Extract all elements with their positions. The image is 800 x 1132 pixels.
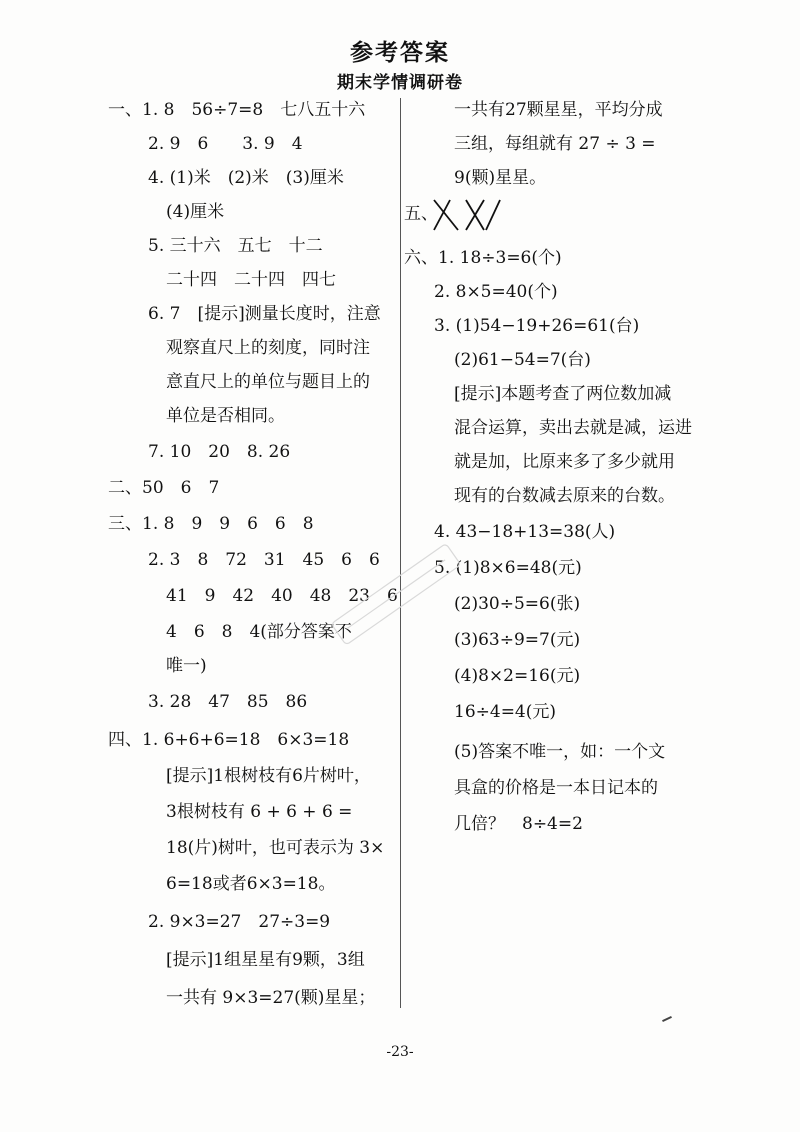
answer-line: 二十四 二十四 四七: [166, 270, 336, 290]
matching-line: [486, 200, 500, 230]
answer-line: (2)30÷5=6(张): [454, 594, 581, 614]
column-divider: [400, 98, 401, 1008]
answer-line: 现有的台数减去原来的台数。: [454, 486, 675, 506]
answer-line: 2. 9 6 3. 9 4: [148, 134, 303, 154]
answer-line: 三、1. 8 9 9 6 6 8: [108, 514, 314, 534]
answer-line: 就是加，比原来多了多少就用: [454, 452, 675, 472]
answer-line: 几倍？ 8÷4=2: [454, 814, 583, 834]
matching-line: [434, 200, 450, 230]
answer-line: 意直尺上的单位与题目上的: [166, 372, 370, 392]
answer-line: 41 9 42 40 48 23 6: [166, 586, 398, 606]
answer-line: 一、1. 8 56÷7=8 七八五十六: [108, 100, 366, 120]
answer-line: [提示]本题考查了两位数加减: [454, 384, 672, 404]
answer-line: (5)答案不唯一，如：一个文: [454, 742, 666, 762]
answer-line: 5. 三十六 五七 十二: [148, 236, 323, 256]
answer-line: 9(颗)星星。: [454, 168, 547, 188]
page-number: -23-: [386, 1044, 414, 1060]
pen-mark: [662, 1016, 672, 1022]
answer-line: 18(片)树叶，也可表示为 3×: [166, 838, 385, 858]
matching-line: [434, 200, 458, 230]
answer-line: 三组，每组就有 27 ÷ 3 =: [454, 134, 656, 154]
answer-line: 2. 8×5=40(个): [434, 282, 558, 302]
answer-line: 单位是否相同。: [166, 406, 285, 426]
answer-line: 3. 28 47 85 86: [148, 692, 308, 712]
answer-line: 6. 7 [提示]测量长度时，注意: [148, 304, 381, 324]
answer-line: 六、1. 18÷3=6(个): [404, 248, 562, 268]
answer-line: 2. 3 8 72 31 45 6 6: [148, 550, 380, 570]
answer-line: 6=18或者6×3=18。: [166, 874, 336, 894]
answer-line: (3)63÷9=7(元): [454, 630, 581, 650]
page-subtitle: 期末学情调研卷: [337, 73, 463, 93]
answer-line: [提示]1根树枝有6片树叶，: [166, 766, 371, 786]
answer-line: 一共有 9×3=27(颗)星星；: [166, 988, 376, 1008]
answer-line: 3. (1)54−19+26=61(台): [434, 316, 640, 336]
answer-line: 四、1. 6+6+6=18 6×3=18: [108, 730, 350, 750]
answer-line: (4)厘米: [166, 202, 225, 222]
answer-line: 16÷4=4(元): [454, 702, 557, 722]
matching-lines-diagram: [430, 196, 510, 236]
answer-line: 五、: [404, 204, 438, 224]
answer-line: 具盒的价格是一本日记本的: [454, 778, 658, 798]
answer-line: 二、50 6 7: [108, 478, 220, 498]
answer-line: (4)8×2=16(元): [454, 666, 581, 686]
answer-line: 混合运算，卖出去就是减，运进: [454, 418, 692, 438]
answer-line: 4. (1)米 (2)米 (3)厘米: [148, 168, 344, 188]
answer-line: 唯一): [166, 656, 207, 676]
answer-line: 4 6 8 4(部分答案不: [166, 622, 352, 642]
answer-line: 5. (1)8×6=48(元): [434, 558, 582, 578]
answer-line: 2. 9×3=27 27÷3=9: [148, 912, 331, 932]
answer-line: 4. 43−18+13=38(人): [434, 522, 616, 542]
answer-line: 观察直尺上的刻度，同时注: [166, 338, 370, 358]
answer-line: 3根树枝有 6 + 6 + 6 =: [166, 802, 353, 822]
page-title: 参考答案: [350, 40, 450, 66]
answer-line: 一共有27颗星星，平均分成: [454, 100, 663, 120]
answer-line: [提示]1组星星有9颗，3组: [166, 950, 365, 970]
answer-line: (2)61−54=7(台): [454, 350, 591, 370]
answer-line: 7. 10 20 8. 26: [148, 442, 291, 462]
